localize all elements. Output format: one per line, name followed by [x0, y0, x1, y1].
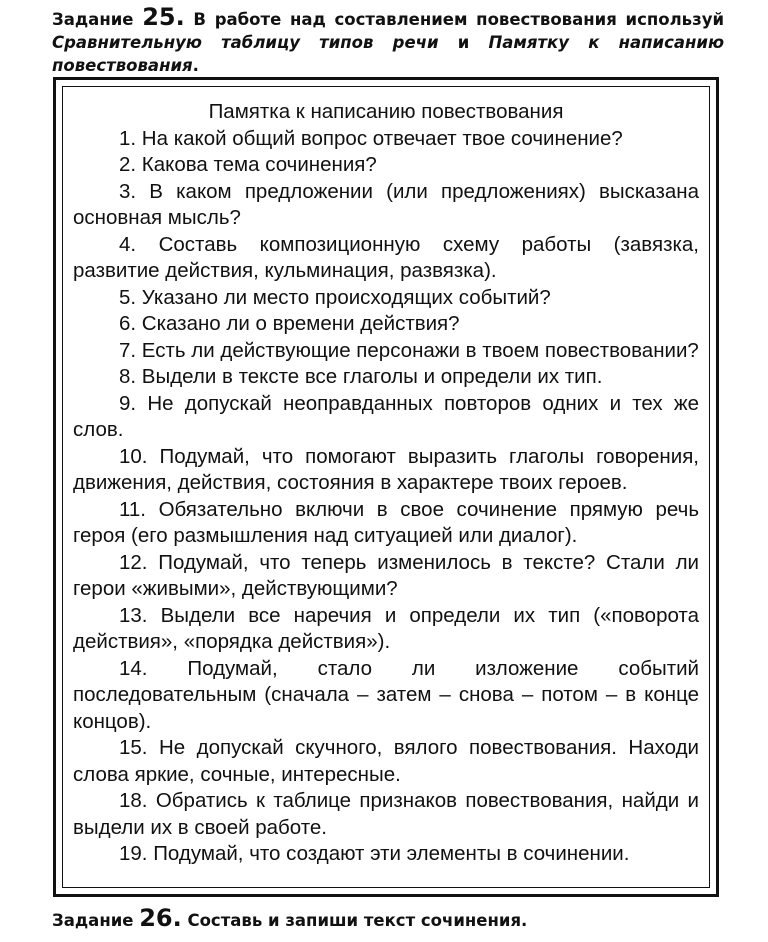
- task-26-text: Составь и запиши текст сочинения.: [187, 911, 528, 930]
- memo-item: 18. Обратись к таблице признаков повествования, найди и выдели их в своей работе.: [73, 789, 699, 839]
- memo-item: 3. В каком предложении (или предложениях) высказана основная мысль?: [73, 179, 699, 229]
- memo-item: 13. Выдели все наречия и определи их тип («поворота действия», «порядка действия»).: [73, 603, 699, 653]
- memo-item: 15. Не допускай скучного, вялого повествования. Находи слова яркие, сочные, интересные.: [73, 736, 699, 786]
- task-26-number: 26.: [139, 904, 182, 932]
- memo-frame: [53, 77, 719, 897]
- memo-item: 2. Какова тема сочинения?: [119, 153, 377, 176]
- memo-item: 5. Указано ли место происходящих событий?: [119, 285, 551, 309]
- task-25-label: Задание: [52, 10, 134, 29]
- memo-item: 7. Есть ли действующие персонажи в твоем повествовании?: [119, 338, 699, 362]
- memo-item: 9. Не допускай неоправданных повторов одних и тех же слов.: [73, 391, 699, 441]
- task-25-text: В работе над составлением повествования используй: [193, 10, 725, 29]
- task-25-ref-memo: Памятку к написанию повествования: [52, 33, 724, 75]
- memo-item: 19. Подумай, что создают эти элементы в сочинении.: [119, 842, 630, 865]
- task-25-ref-table: Сравнительную таблицу типов речи: [52, 33, 439, 52]
- memo-item: 8. Выдели в тексте все глаголы и определи их тип.: [119, 365, 603, 388]
- memo-item: 11. Обязательно включи в свое сочинение прямую речь героя (его размышления над ситуацией или диалог).: [73, 497, 699, 547]
- memo-box: [62, 86, 710, 888]
- memo-item: 4. Составь композиционную схему работы (завязка, развитие действия, кульминация, развязка).: [73, 232, 699, 282]
- task-26-header: [52, 905, 752, 934]
- memo-item: 1. На какой общий вопрос отвечает твое сочинение?: [119, 126, 623, 150]
- task-26-label: Задание: [52, 911, 134, 930]
- memo-item: 12. Подумай, что теперь изменилось в тексте? Стали ли герои «живыми», действующими?: [73, 550, 699, 600]
- memo-item: 14. Подумай, стало ли изложение событий последовательным (сначала – затем – снова – потом – в конце концов).: [73, 656, 699, 733]
- memo-item: 10. Подумай, что помогают выразить глаголы говорения, движения, действия, состояния в характере твоих героев.: [73, 444, 699, 494]
- task-25-end: .: [192, 56, 199, 75]
- memo-title: Памятка к написанию повествования: [208, 100, 564, 123]
- task-25-conj: и: [457, 33, 470, 52]
- memo-item: 6. Сказано ли о времени действия?: [119, 312, 460, 335]
- task-25-header: [52, 3, 725, 77]
- task-25-number: 25.: [142, 3, 185, 31]
